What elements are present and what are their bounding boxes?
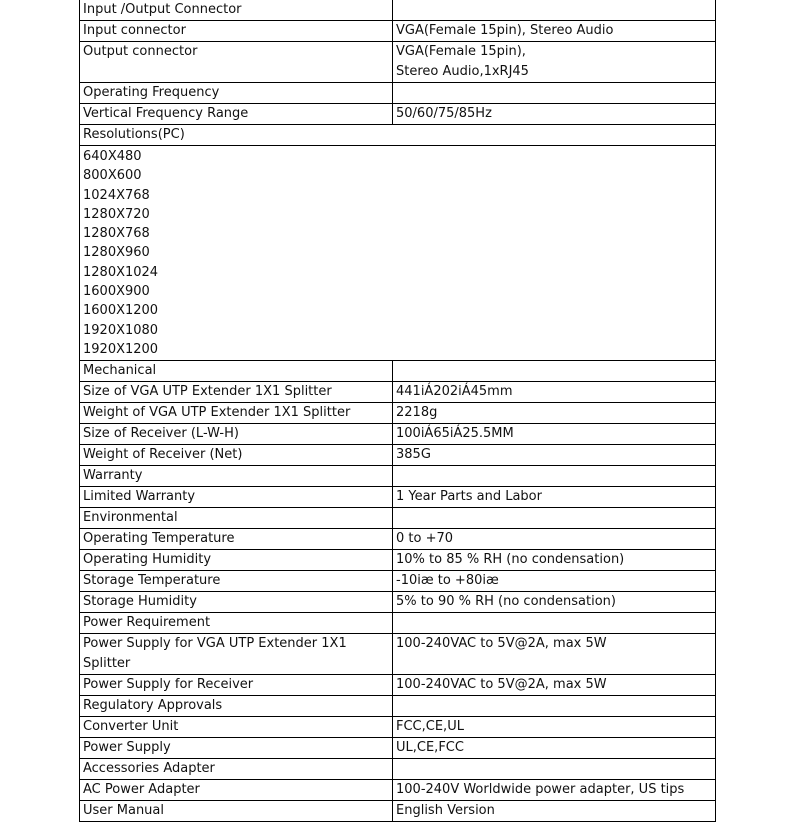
- resolution-item: 1024X768: [83, 187, 150, 203]
- row-label: Output connector: [80, 42, 393, 82]
- row-label: Weight of Receiver (Net): [80, 445, 393, 465]
- row-value: 100-240VAC to 5V@2A, max 5W: [396, 677, 607, 693]
- header-cell: Mechanical: [80, 361, 393, 381]
- value-line: Stereo Audio,1xRJ45: [396, 64, 529, 79]
- row-value: -10iæ to +80iæ: [396, 573, 499, 589]
- resolution-item: 1280X960: [83, 245, 150, 261]
- empty-cell: [393, 83, 715, 103]
- resolution-item: 1920X1080: [83, 322, 159, 338]
- section-header-mechanical: [80, 360, 715, 381]
- row-value: 5% to 90 % RH (no condensation): [396, 594, 616, 610]
- resolution-item: 1280X720: [83, 206, 150, 222]
- resolution-item: 1280X768: [83, 226, 150, 242]
- empty-cell: [393, 613, 715, 633]
- empty-cell: [393, 361, 715, 381]
- header-cell: Resolutions(PC): [83, 127, 185, 142]
- resolution-item: 1920X1200: [83, 341, 159, 357]
- row-value: 10% to 85 % RH (no condensation): [396, 552, 625, 568]
- row-value: UL,CE,FCC: [396, 740, 464, 756]
- row-value: 50/60/75/85Hz: [396, 106, 492, 121]
- resolution-item: 1600X900: [83, 284, 150, 300]
- section-header-warranty: [80, 465, 715, 486]
- resolution-item: 800X600: [83, 168, 142, 184]
- row-label: Storage Temperature: [80, 571, 393, 591]
- row-label: Operating Humidity: [80, 550, 393, 570]
- table-row: [80, 633, 715, 674]
- table-row: [80, 444, 715, 465]
- table-row: [80, 737, 715, 758]
- empty-cell: [393, 0, 715, 20]
- header-cell: Regulatory Approvals: [80, 696, 393, 716]
- header-cell: Environmental: [80, 508, 393, 528]
- table-row: [80, 716, 715, 737]
- resolutions-cell: [80, 146, 715, 360]
- section-header-accessories: [80, 758, 715, 779]
- row-value: FCC,CE,UL: [396, 719, 464, 735]
- section-header-io: [80, 0, 715, 20]
- row-value: VGA(Female 15pin), Stereo Audio: [396, 23, 614, 38]
- header-cell: Accessories Adapter: [80, 759, 393, 779]
- row-label: Vertical Frequency Range: [80, 104, 393, 124]
- row-label: Power Supply: [80, 738, 393, 758]
- row-label: Storage Humidity: [80, 592, 393, 612]
- table-row: [80, 423, 715, 444]
- header-cell: Warranty: [80, 466, 393, 486]
- section-header-regulatory: [80, 695, 715, 716]
- table-row: [80, 41, 715, 82]
- row-label: Input connector: [80, 21, 393, 41]
- resolution-item: 1280X1024: [83, 264, 159, 280]
- table-row: [80, 20, 715, 41]
- resolution-item: 1600X1200: [83, 303, 159, 319]
- empty-cell: [393, 759, 715, 779]
- row-value: 100-240VAC to 5V@2A, max 5W: [396, 636, 607, 652]
- row-value: 385G: [396, 447, 431, 463]
- section-header-frequency: [80, 82, 715, 103]
- empty-cell: [393, 696, 715, 716]
- value-line: VGA(Female 15pin),: [396, 44, 526, 59]
- empty-cell: [393, 508, 715, 528]
- resolutions-list: [80, 145, 715, 360]
- table-row: [80, 381, 715, 402]
- row-label: Operating Temperature: [80, 529, 393, 549]
- row-label: User Manual: [80, 801, 393, 821]
- table-row: [80, 103, 715, 124]
- section-header-environmental: [80, 507, 715, 528]
- row-value: 100iÁ65iÁ25.5MM: [396, 426, 514, 442]
- table-row: [80, 549, 715, 570]
- row-label: Power Supply for Receiver: [80, 675, 393, 695]
- table-row: [80, 800, 715, 821]
- table-row: [80, 570, 715, 591]
- resolution-item: 640X480: [83, 149, 142, 164]
- row-label: [80, 634, 393, 674]
- row-value: 1 Year Parts and Labor: [396, 489, 542, 505]
- table-row: [80, 486, 715, 507]
- table-row: [80, 674, 715, 695]
- empty-cell: [393, 466, 715, 486]
- row-value: English Version: [396, 803, 495, 819]
- row-value: 441iÁ202iÁ45mm: [396, 384, 513, 400]
- header-cell: Power Requirement: [80, 613, 393, 633]
- row-label: AC Power Adapter: [80, 780, 393, 800]
- section-header-resolutions: [80, 124, 715, 145]
- table-row: [80, 528, 715, 549]
- row-label: Converter Unit: [80, 717, 393, 737]
- header-cell: Input /Output Connector: [80, 0, 393, 20]
- table-row: [80, 779, 715, 800]
- table-row: [80, 591, 715, 612]
- table-row: [80, 402, 715, 423]
- row-value: 100-240V Worldwide power adapter, US tips: [396, 782, 685, 798]
- row-value: 0 to +70: [396, 531, 454, 547]
- spec-table: [79, 0, 716, 822]
- label-line: Splitter: [83, 656, 131, 672]
- row-value: 2218g: [396, 405, 438, 421]
- row-label: Limited Warranty: [80, 487, 393, 507]
- row-label: Weight of VGA UTP Extender 1X1 Splitter: [80, 403, 393, 423]
- section-header-power: [80, 612, 715, 633]
- row-label: Size of Receiver (L-W-H): [80, 424, 393, 444]
- label-line: Power Supply for VGA UTP Extender 1X1: [83, 636, 347, 652]
- row-label: Size of VGA UTP Extender 1X1 Splitter: [80, 382, 393, 402]
- row-value: [393, 42, 715, 82]
- header-cell: Operating Frequency: [80, 83, 393, 103]
